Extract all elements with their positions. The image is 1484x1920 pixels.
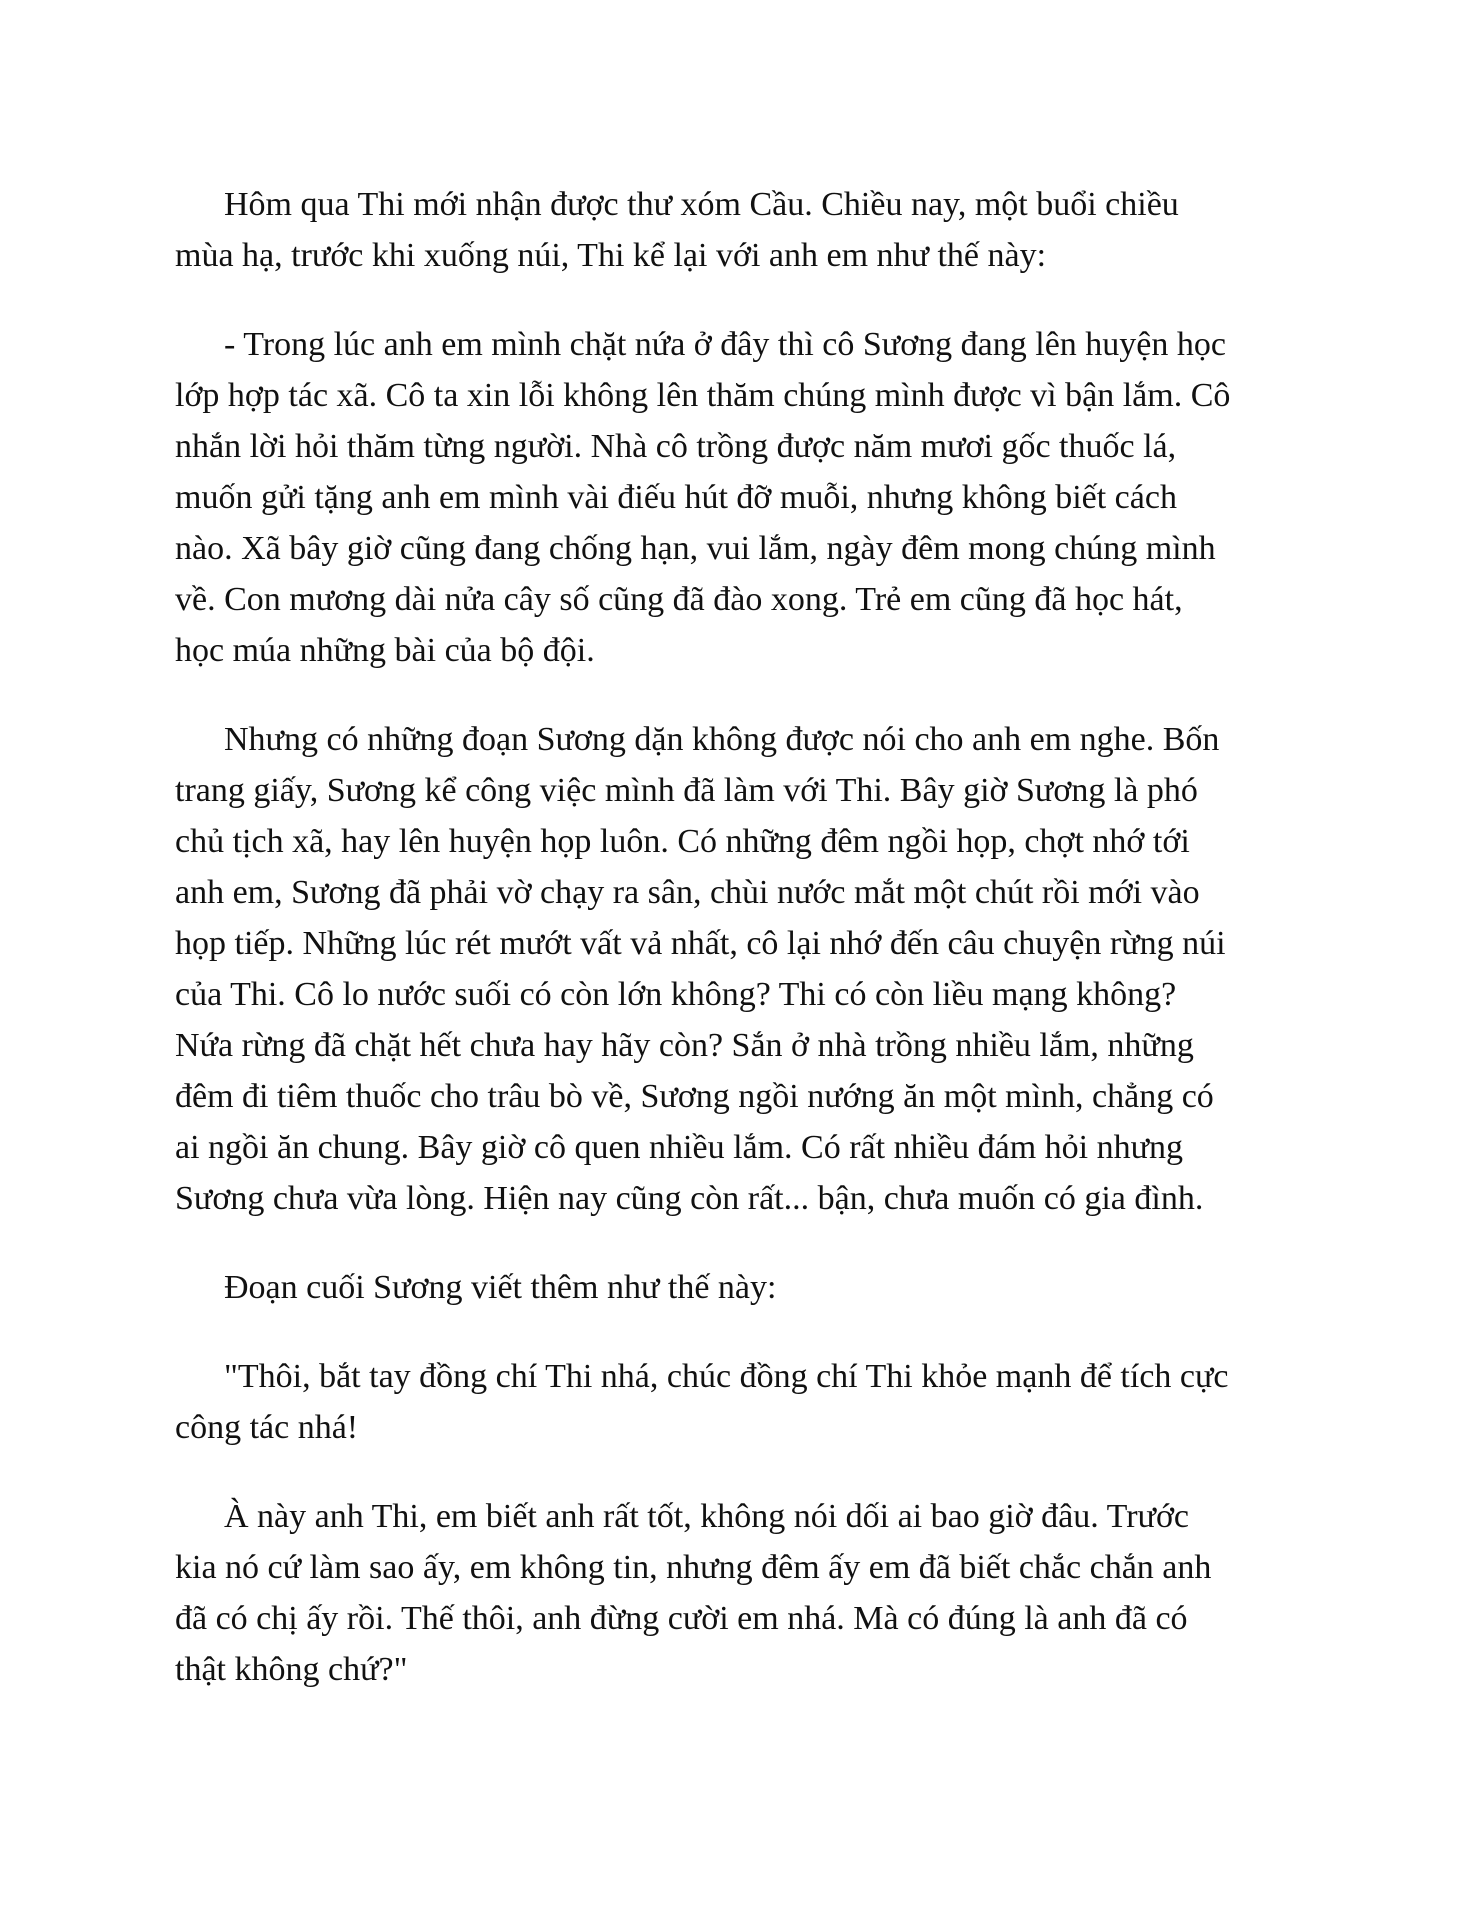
text-line: Sương chưa vừa lòng. Hiện nay cũng còn rất... bận, chưa muốn có gia đình. (175, 1180, 1204, 1217)
text-line: - Trong lúc anh em mình chặt nứa ở đây thì cô Sương đang lên huyện học (224, 326, 1226, 363)
text-line: Nứa rừng đã chặt hết chưa hay hãy còn? Sắn ở nhà trồng nhiều lắm, những (175, 1027, 1194, 1064)
text-line: nào. Xã bây giờ cũng đang chống hạn, vui lắm, ngày đêm mong chúng mình (175, 530, 1216, 567)
text-line: kia nó cứ làm sao ấy, em không tin, nhưng đêm ấy em đã biết chắc chắn anh (175, 1549, 1212, 1586)
text-line: họp tiếp. Những lúc rét mướt vất vả nhất, cô lại nhớ đến câu chuyện rừng núi (175, 925, 1226, 962)
text-line: Hôm qua Thi mới nhận được thư xóm Cầu. Chiều nay, một buổi chiều (224, 186, 1179, 223)
text-line: Đoạn cuối Sương viết thêm như thế này: (224, 1269, 777, 1306)
text-line: Nhưng có những đoạn Sương dặn không được nói cho anh em nghe. Bốn (224, 721, 1220, 758)
text-line: trang giấy, Sương kể công việc mình đã làm với Thi. Bây giờ Sương là phó (175, 772, 1198, 809)
text-line: À này anh Thi, em biết anh rất tốt, không nói dối ai bao giờ đâu. Trước (224, 1498, 1190, 1535)
paragraph (175, 179, 1375, 281)
text-line: về. Con mương dài nửa cây số cũng đã đào xong. Trẻ em cũng đã học hát, (175, 581, 1183, 618)
text-line: thật không chứ?" (175, 1651, 408, 1688)
paragraph (175, 319, 1375, 676)
text-line: đêm đi tiêm thuốc cho trâu bò về, Sương ngồi nướng ăn một mình, chẳng có (175, 1078, 1214, 1115)
text-line: lớp hợp tác xã. Cô ta xin lỗi không lên thăm chúng mình được vì bận lắm. Cô (175, 377, 1231, 414)
text-line: chủ tịch xã, hay lên huyện họp luôn. Có những đêm ngồi họp, chợt nhớ tới (175, 823, 1190, 860)
text-line: đã có chị ấy rồi. Thế thôi, anh đừng cười em nhá. Mà có đúng là anh đã có (175, 1600, 1188, 1637)
text-line: "Thôi, bắt tay đồng chí Thi nhá, chúc đồng chí Thi khỏe mạnh để tích cực (224, 1358, 1229, 1395)
paragraph (175, 1491, 1375, 1695)
text-line: muốn gửi tặng anh em mình vài điếu hút đỡ muỗi, nhưng không biết cách (175, 479, 1177, 516)
paragraph (175, 1262, 1375, 1313)
text-line: nhắn lời hỏi thăm từng người. Nhà cô trồng được năm mươi gốc thuốc lá, (175, 428, 1177, 465)
text-line: công tác nhá! (175, 1409, 359, 1446)
text-line: học múa những bài của bộ đội. (175, 632, 595, 669)
text-line: mùa hạ, trước khi xuống núi, Thi kể lại với anh em như thế này: (175, 237, 1047, 274)
paragraph (175, 714, 1375, 1224)
text-line: của Thi. Cô lo nước suối có còn lớn không? Thi có còn liều mạng không? (175, 976, 1177, 1013)
document-page (175, 179, 1375, 1733)
text-line: ai ngồi ăn chung. Bây giờ cô quen nhiều lắm. Có rất nhiều đám hỏi nhưng (175, 1129, 1184, 1166)
text-line: anh em, Sương đã phải vờ chạy ra sân, chùi nước mắt một chút rồi mới vào (175, 874, 1200, 911)
paragraph (175, 1351, 1375, 1453)
